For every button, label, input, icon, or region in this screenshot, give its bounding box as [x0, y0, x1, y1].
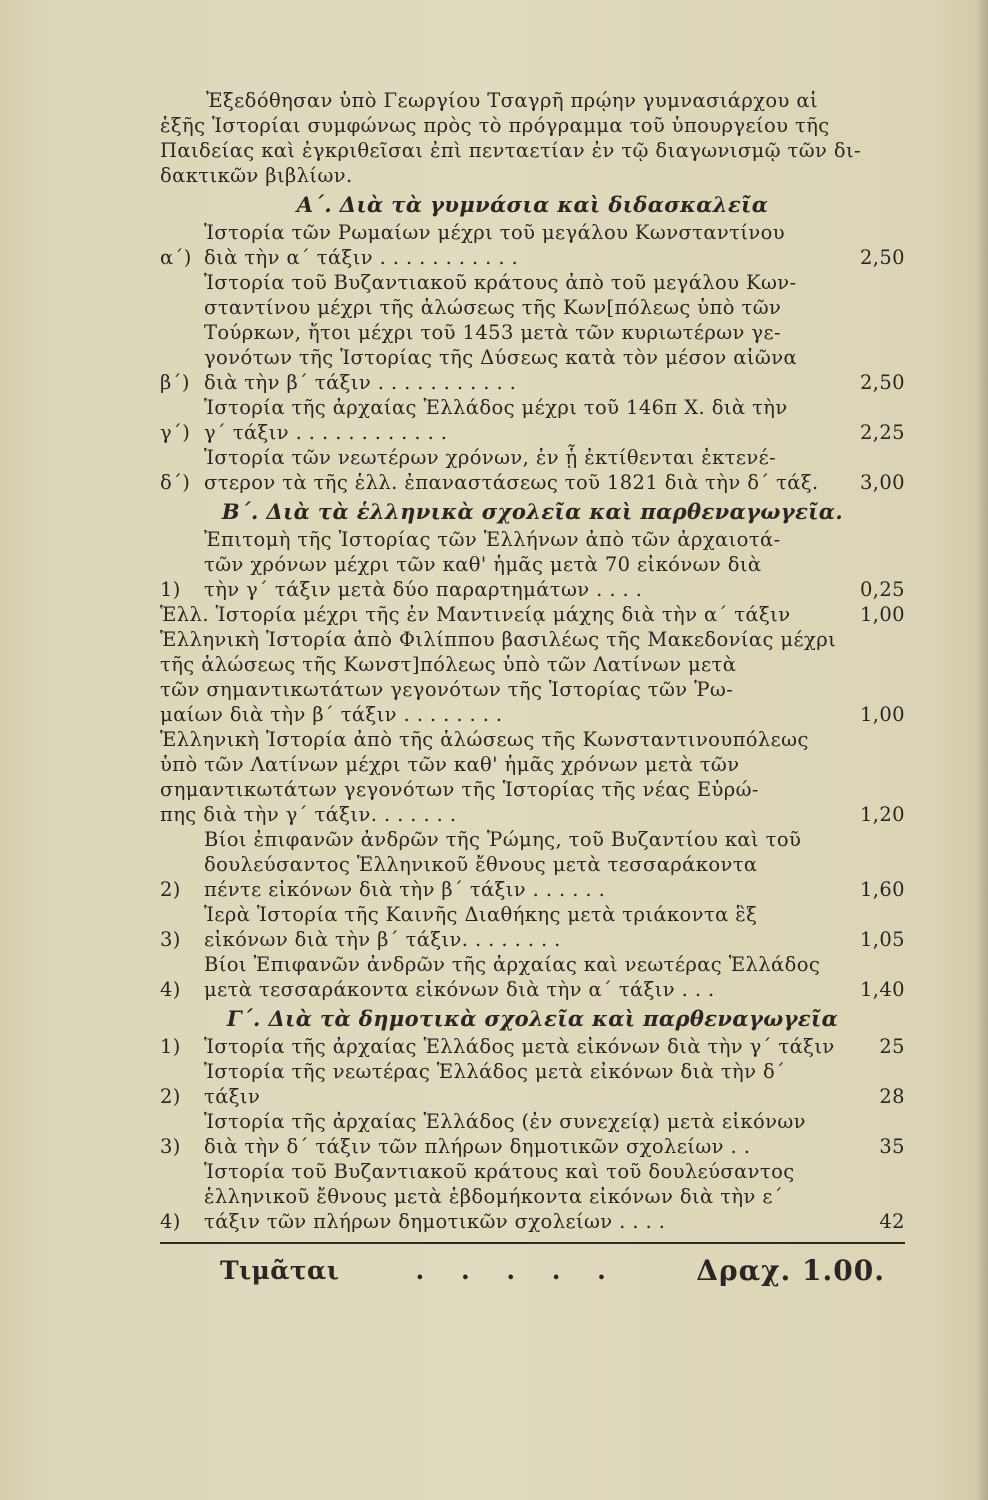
intro-line: ἑξῆς Ἱστορίαι συμφώνως πρὸς τὸ πρόγραμμα τοῦ ὑπουργείου τῆς	[160, 114, 830, 137]
entry-line: Ἱστορία τῆς ἀρχαίας Ἑλλάδος μετὰ εἰκόνων διὰ τὴν γ΄ τάξιν	[204, 1035, 835, 1058]
entry-title	[204, 395, 841, 445]
entry-line: τῶν σημαντικωτάτων γεγονότων τῆς Ἱστορίας τῶν Ῥω-	[160, 678, 734, 701]
entry-line: σημαντικωτάτων γεγονότων τῆς Ἱστορίας τῆς νέας Εὐρώ-	[160, 778, 759, 801]
entry-line: διὰ τὴν δ΄ τάξιν τῶν πλήρων δημοτικῶν σχολείων . .	[204, 1135, 751, 1158]
entry-line: γονότων τῆς Ἱστορίας τῆς Δύσεως κατὰ τὸν μέσον αἰῶνα	[204, 346, 798, 369]
divider-rule	[160, 1242, 905, 1244]
catalog-entry	[160, 1059, 905, 1109]
entry-line: Ἑλλ. Ἱστορία μέχρι τῆς ἐν Μαντινείᾳ μάχης διὰ τὴν α΄ τάξιν	[160, 603, 791, 626]
entry-price: 2,50	[859, 371, 905, 394]
entry-title	[204, 445, 841, 495]
catalog-entry	[160, 952, 905, 1002]
total-price: Δραχ. 1.00.	[696, 1254, 885, 1287]
catalog-content	[160, 88, 905, 1287]
catalog-entry	[160, 220, 905, 270]
entry-title	[204, 827, 841, 902]
entry-price: 1,00	[859, 603, 905, 626]
catalog-entry	[160, 602, 905, 627]
entry-line: Ἑλληνικὴ Ἱστορία ἀπὸ τῆς ἁλώσεως τῆς Κωνσταντινουπόλεως	[160, 728, 809, 751]
catalog-entry	[160, 827, 905, 902]
catalog-entry	[160, 395, 905, 445]
entry-line: Ἱστορία τῶν νεωτέρων χρόνων, ἐν ᾗ ἐκτίθενται ἐκτενέ-	[204, 446, 777, 469]
entry-line: Ἱερὰ Ἱστορία τῆς Καινῆς Διαθήκης μετὰ τριάκοντα ἓξ	[204, 903, 758, 926]
entry-line: μαίων διὰ τὴν β΄ τάξιν . . . . . . . .	[160, 703, 503, 726]
entry-line: Ἱστορία τῆς ἀρχαίας Ἑλλάδος μέχρι τοῦ 146π Χ. διὰ τὴν	[204, 396, 788, 419]
entry-price: 0,25	[859, 578, 905, 601]
entry-line: σταντίνου μέχρι τῆς ἁλώσεως τῆς Κων[πόλεως ὑπὸ τῶν	[204, 296, 782, 319]
entry-title	[204, 952, 841, 1002]
entry-price: 28	[879, 1085, 905, 1108]
entry-price: 3,00	[859, 471, 905, 494]
intro-line: δακτικῶν βιβλίων.	[160, 164, 353, 187]
entry-price: 2,50	[859, 246, 905, 269]
intro-line: Ἐξεδόθησαν ὑπὸ Γεωργίου Τσαγρῆ πρῴην γυμνασιάρχου αἱ	[206, 89, 819, 112]
catalog-entry	[160, 270, 905, 395]
entry-line: Ἱστορία τοῦ Βυζαντιακοῦ κράτους καὶ τοῦ δουλεύσαντος	[204, 1160, 795, 1183]
entry-line: πης διὰ τὴν γ΄ τάξιν. . . . . . .	[160, 803, 457, 826]
entry-label: 2)	[160, 1085, 181, 1108]
entry-label: 1)	[160, 578, 181, 601]
intro-paragraph	[160, 88, 905, 188]
entry-label: δ΄)	[160, 471, 191, 494]
section-heading-c: Γ΄. Διὰ τὰ δημοτικὰ σχολεῖα καὶ παρθεναγωγεῖα	[226, 1006, 839, 1031]
entry-line: μετὰ τεσσαράκοντα εἰκόνων διὰ τὴν α΄ τάξιν . . .	[204, 978, 715, 1001]
entry-line: Βίοι Ἐπιφανῶν ἀνδρῶν τῆς ἀρχαίας καὶ νεωτέρας Ἑλλάδος	[204, 953, 821, 976]
entry-line: στερον τὰ τῆς ἑλλ. ἐπαναστάσεως τοῦ 1821 διὰ τὴν δ΄ τάξ.	[204, 471, 819, 494]
entry-price: 1,00	[859, 703, 905, 726]
entry-label: 2)	[160, 878, 181, 901]
entry-label: 3)	[160, 1135, 181, 1158]
catalog-entry	[160, 727, 905, 827]
entry-line: διὰ τὴν β΄ τάξιν . . . . . . . . . . .	[204, 371, 517, 394]
entry-price: 1,20	[859, 803, 905, 826]
entry-title	[204, 1159, 841, 1234]
entry-label: 3)	[160, 928, 181, 951]
catalog-entry	[160, 1159, 905, 1234]
entry-title	[204, 1034, 841, 1059]
entry-line: τῶν χρόνων μέχρι τῶν καθ' ἡμᾶς μετὰ 70 εἰκόνων διὰ	[204, 553, 762, 576]
intro-line: Παιδείας καὶ ἐγκριθεῖσαι ἐπὶ πενταετίαν ἐν τῷ διαγωνισμῷ τῶν δι-	[160, 139, 862, 162]
entry-line: Ἱστορία τῆς νεωτέρας Ἑλλάδος μετὰ εἰκόνων διὰ τὴν δ΄ τάξιν	[204, 1060, 786, 1108]
entry-line: Ἐπιτομὴ τῆς Ἱστορίας τῶν Ἑλλήνων ἀπὸ τῶν ἀρχαιοτά-	[204, 528, 781, 551]
entry-title	[204, 220, 841, 270]
entry-line: Ἱστορία τῆς ἀρχαίας Ἑλλάδος (ἐν συνεχείᾳ) μετὰ εἰκόνων	[204, 1110, 806, 1133]
entry-line: Ἱστορία τῶν Ρωμαίων μέχρι τοῦ μεγάλου Κωνσταντίνου	[204, 221, 786, 244]
entry-label: 1)	[160, 1035, 181, 1058]
entry-title	[204, 1109, 841, 1159]
entry-title	[204, 1059, 841, 1109]
entry-line: ὑπὸ τῶν Λατίνων μέχρι τῶν καθ' ἡμᾶς χρόνων μετὰ τῶν	[160, 753, 740, 776]
catalog-entry	[160, 445, 905, 495]
entry-price: 35	[879, 1135, 905, 1158]
entry-label: 4)	[160, 978, 181, 1001]
entry-line: διὰ τὴν α΄ τάξιν . . . . . . . . . . .	[204, 246, 519, 269]
catalog-entry	[160, 627, 905, 727]
entry-line: δουλεύσαντος Ἑλληνικοῦ ἔθνους μετὰ τεσσαράκοντα	[204, 853, 758, 876]
entry-line: Ἑλληνικὴ Ἱστορία ἀπὸ Φιλίππου βασιλέως τῆς Μακεδονίας μέχρι	[160, 628, 837, 651]
entry-line: εἰκόνων διὰ τὴν β΄ τάξιν. . . . . . . .	[204, 928, 561, 951]
entry-price: 1,40	[859, 978, 905, 1001]
entry-label: 4)	[160, 1210, 181, 1233]
entry-label: γ΄)	[160, 421, 191, 444]
entry-title	[160, 627, 841, 727]
catalog-entry	[160, 1034, 905, 1059]
entry-line: Ἱστορία τοῦ Βυζαντιακοῦ κράτους ἀπὸ τοῦ μεγάλου Κων-	[204, 271, 797, 294]
entry-line: ἑλληνικοῦ ἔθνους μετὰ ἑβδομήκοντα εἰκόνων διὰ τὴν ε΄	[204, 1185, 783, 1208]
entry-line: τῆς ἁλώσεως τῆς Κωνστ]πόλεως ὑπὸ τῶν Λατίνων μετὰ	[160, 653, 737, 676]
catalog-entry	[160, 527, 905, 602]
price-footer	[160, 1254, 905, 1287]
section-heading-a: Α΄. Διὰ τὰ γυμνάσια καὶ διδασκαλεῖα	[296, 192, 769, 217]
entry-label: α΄)	[160, 246, 192, 269]
entry-price: 1,60	[859, 878, 905, 901]
price-leader-dots: . . . . .	[415, 1256, 620, 1285]
entry-line: γ΄ τάξιν . . . . . . . . . . . .	[204, 421, 448, 444]
entry-title	[160, 602, 841, 627]
entry-label: β΄)	[160, 371, 190, 394]
page-spine-shadow	[976, 0, 988, 1500]
entry-price: 42	[879, 1210, 905, 1233]
entry-line: Τούρκων, ἤτοι μέχρι τοῦ 1453 μετὰ τῶν κυριωτέρων γε-	[204, 321, 781, 344]
entry-title	[204, 270, 841, 395]
entry-price: 1,05	[859, 928, 905, 951]
price-label: Τιμᾶται	[220, 1256, 340, 1285]
entry-line: τὴν γ΄ τάξιν μετὰ δύο παραρτημάτων . . . .	[204, 578, 643, 601]
catalog-entry	[160, 902, 905, 952]
entry-title	[204, 527, 841, 602]
entry-title	[204, 902, 841, 952]
entry-line: τάξιν τῶν πλήρων δημοτικῶν σχολείων . . . .	[204, 1210, 666, 1233]
entry-line: Βίοι ἐπιφανῶν ἀνδρῶν τῆς Ῥώμης, τοῦ Βυζαντίου καὶ τοῦ	[204, 828, 802, 851]
catalog-entry	[160, 1109, 905, 1159]
entry-title	[160, 727, 841, 827]
section-heading-b: Β΄. Διὰ τὰ ἑλληνικὰ σχολεῖα καὶ παρθεναγωγεῖα.	[221, 499, 844, 524]
entry-price: 2,25	[859, 421, 905, 444]
entry-line: πέντε εἰκόνων διὰ τὴν β΄ τάξιν . . . . . .	[204, 878, 606, 901]
entry-price: 25	[879, 1035, 905, 1058]
